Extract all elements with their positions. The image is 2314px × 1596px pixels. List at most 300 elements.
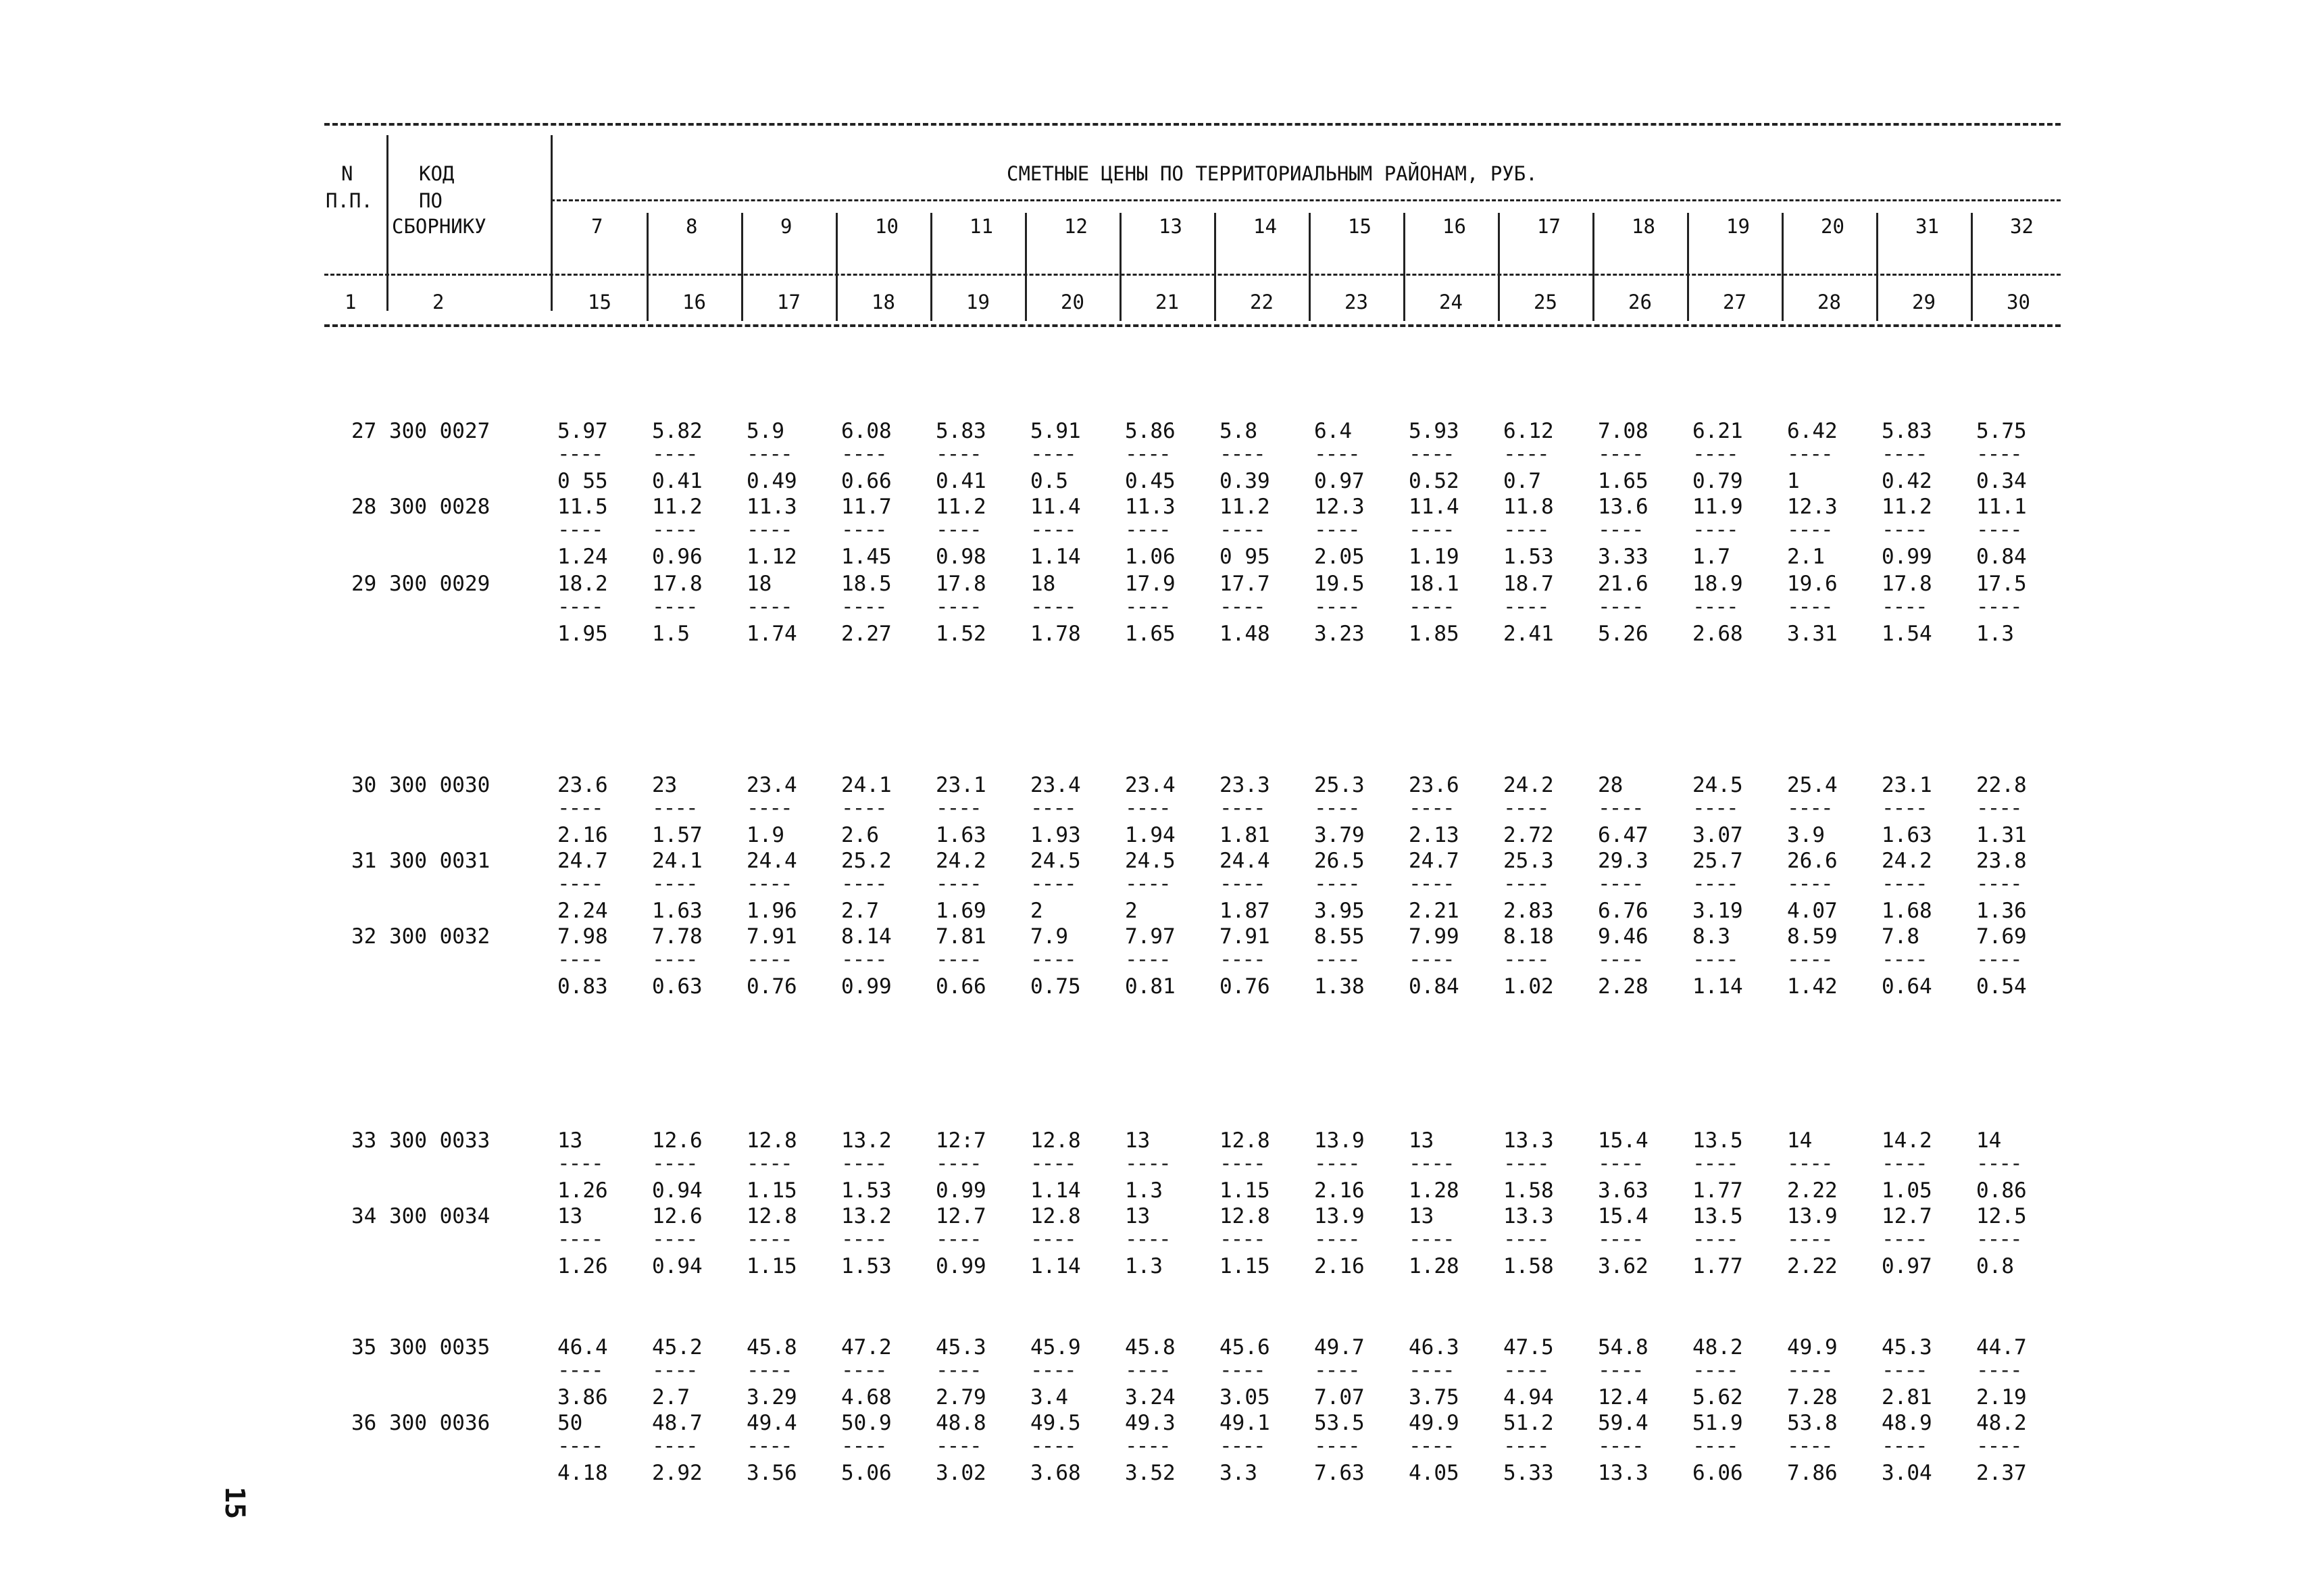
- numerator-value: 23.4: [1125, 773, 1176, 797]
- column-number: 28: [1817, 291, 1841, 314]
- numerator-value: 11.3: [1125, 495, 1176, 519]
- denominator-value: 1.48: [1219, 622, 1270, 646]
- numerator-value: 23.6: [1409, 773, 1459, 797]
- fraction-separator: ----: [1219, 595, 1265, 619]
- fraction-separator: ----: [1692, 1151, 1738, 1176]
- fraction-separator: ----: [841, 1151, 886, 1176]
- region-divider: [741, 213, 743, 321]
- row-code-label: 31 300 0031: [351, 849, 491, 873]
- fraction-separator: ----: [652, 796, 697, 820]
- fraction-separator: ----: [747, 442, 792, 466]
- numerator-value: 5.83: [936, 419, 986, 443]
- numerator-value: 19.5: [1314, 572, 1365, 596]
- fraction-separator: ----: [1787, 1227, 1832, 1251]
- fraction-separator: ----: [1787, 872, 1832, 896]
- denominator-value: 3.33: [1598, 545, 1649, 569]
- numerator-value: 17.8: [652, 572, 703, 596]
- numerator-value: 12.8: [747, 1128, 797, 1153]
- fraction-separator: ----: [841, 442, 886, 466]
- denominator-value: 1.85: [1409, 622, 1459, 646]
- denominator-value: 0.7: [1503, 469, 1541, 493]
- fraction-separator: ----: [1030, 1227, 1076, 1251]
- fraction-separator: ----: [1314, 1434, 1359, 1458]
- header-n: N: [341, 162, 353, 185]
- numerator-value: 11.9: [1692, 495, 1743, 519]
- fraction-separator: ----: [1787, 442, 1832, 466]
- region-divider: [1120, 213, 1122, 321]
- denominator-value: 1.53: [841, 1254, 892, 1278]
- fraction-separator: ----: [1503, 1358, 1549, 1382]
- fraction-separator: ----: [652, 1358, 697, 1382]
- fraction-separator: ----: [557, 1358, 603, 1382]
- numerator-value: 12.5: [1976, 1204, 2027, 1228]
- fraction-separator: ----: [1409, 872, 1454, 896]
- numerator-value: 14: [1787, 1128, 1813, 1153]
- numerator-value: 5.82: [652, 419, 703, 443]
- denominator-value: 1.14: [1030, 1178, 1081, 1203]
- fraction-separator: ----: [841, 1434, 886, 1458]
- numerator-value: 13: [557, 1128, 583, 1153]
- header-top-rule: [324, 123, 2061, 126]
- numerator-value: 7.69: [1976, 924, 2027, 949]
- denominator-value: 5.26: [1598, 622, 1649, 646]
- colnum-2: 2: [432, 291, 445, 314]
- denominator-value: 5.62: [1692, 1385, 1743, 1410]
- denominator-value: 0.98: [936, 545, 986, 569]
- denominator-value: 1.3: [1125, 1178, 1163, 1203]
- numerator-value: 46.4: [557, 1335, 608, 1360]
- region-number: 11: [970, 215, 993, 238]
- numerator-value: 49.4: [747, 1411, 797, 1435]
- denominator-value: 1.93: [1030, 823, 1081, 847]
- fraction-separator: ----: [1976, 1151, 2021, 1176]
- denominator-value: 1.5: [652, 622, 690, 646]
- fraction-separator: ----: [1976, 518, 2021, 542]
- fraction-separator: ----: [936, 1358, 981, 1382]
- fraction-separator: ----: [652, 595, 697, 619]
- denominator-value: 2: [1125, 899, 1138, 923]
- fraction-separator: ----: [557, 1227, 603, 1251]
- column-number: 22: [1250, 291, 1274, 314]
- denominator-value: 2.27: [841, 622, 892, 646]
- numerator-value: 51.2: [1503, 1411, 1554, 1435]
- denominator-value: 1.26: [557, 1254, 608, 1278]
- fraction-separator: ----: [1409, 518, 1454, 542]
- numerator-value: 5.8: [1219, 419, 1257, 443]
- page-number: 15: [219, 1487, 250, 1520]
- denominator-value: 4.94: [1503, 1385, 1554, 1410]
- fraction-separator: ----: [1030, 947, 1076, 972]
- denominator-value: 3.04: [1882, 1461, 1932, 1485]
- numerator-value: 5.86: [1125, 419, 1176, 443]
- fraction-separator: ----: [1125, 796, 1170, 820]
- fraction-separator: ----: [1598, 518, 1643, 542]
- denominator-value: 4.05: [1409, 1461, 1459, 1485]
- fraction-separator: ----: [1409, 947, 1454, 972]
- denominator-value: 0.45: [1125, 469, 1176, 493]
- denominator-value: 1.02: [1503, 974, 1554, 999]
- numerator-value: 25.3: [1503, 849, 1554, 873]
- numerator-value: 6.42: [1787, 419, 1838, 443]
- fraction-separator: ----: [841, 518, 886, 542]
- fraction-separator: ----: [747, 796, 792, 820]
- denominator-value: 0.52: [1409, 469, 1459, 493]
- fraction-separator: ----: [747, 1151, 792, 1176]
- numerator-value: 12.8: [747, 1204, 797, 1228]
- denominator-value: 0.42: [1882, 469, 1932, 493]
- row-code-label: 29 300 0029: [351, 572, 491, 596]
- denominator-value: 2.41: [1503, 622, 1554, 646]
- numerator-value: 51.9: [1692, 1411, 1743, 1435]
- denominator-value: 1.15: [747, 1178, 797, 1203]
- fraction-separator: ----: [1314, 872, 1359, 896]
- fraction-separator: ----: [1125, 872, 1170, 896]
- denominator-value: 1.63: [652, 899, 703, 923]
- fraction-separator: ----: [1882, 595, 1927, 619]
- fraction-separator: ----: [841, 796, 886, 820]
- numerator-value: 8.55: [1314, 924, 1365, 949]
- fraction-separator: ----: [1503, 796, 1549, 820]
- fraction-separator: ----: [1314, 442, 1359, 466]
- numerator-value: 18.2: [557, 572, 608, 596]
- denominator-value: 1.58: [1503, 1178, 1554, 1203]
- row-code-label: 33 300 0033: [351, 1128, 491, 1153]
- fraction-separator: ----: [936, 442, 981, 466]
- denominator-value: 0.96: [652, 545, 703, 569]
- numerator-value: 13.2: [841, 1128, 892, 1153]
- numerator-value: 17.8: [1882, 572, 1932, 596]
- header-title-rule: [551, 199, 2061, 201]
- denominator-value: 1: [1787, 469, 1800, 493]
- region-divider: [647, 213, 649, 321]
- denominator-value: 0.8: [1976, 1254, 2014, 1278]
- denominator-value: 0.54: [1976, 974, 2027, 999]
- fraction-separator: ----: [1503, 872, 1549, 896]
- denominator-value: 0.76: [747, 974, 797, 999]
- region-number: 17: [1537, 215, 1561, 238]
- numerator-value: 13: [557, 1204, 583, 1228]
- numerator-value: 7.91: [1219, 924, 1270, 949]
- numerator-value: 6.08: [841, 419, 892, 443]
- region-divider: [1309, 213, 1311, 321]
- denominator-value: 1.31: [1976, 823, 2027, 847]
- fraction-separator: ----: [557, 1151, 603, 1176]
- denominator-value: 2.68: [1692, 622, 1743, 646]
- numerator-value: 25.2: [841, 849, 892, 873]
- denominator-value: 1.42: [1787, 974, 1838, 999]
- denominator-value: 7.86: [1787, 1461, 1838, 1485]
- numerator-value: 12.8: [1219, 1204, 1270, 1228]
- fraction-separator: ----: [557, 947, 603, 972]
- fraction-separator: ----: [557, 1434, 603, 1458]
- denominator-value: 0 95: [1219, 545, 1270, 569]
- numerator-value: 12.6: [652, 1204, 703, 1228]
- denominator-value: 2.81: [1882, 1385, 1932, 1410]
- fraction-separator: ----: [652, 1227, 697, 1251]
- row-code-label: 30 300 0030: [351, 773, 491, 797]
- fraction-separator: ----: [1598, 796, 1643, 820]
- denominator-value: 1.28: [1409, 1254, 1459, 1278]
- fraction-separator: ----: [1787, 1434, 1832, 1458]
- column-number: 20: [1061, 291, 1084, 314]
- denominator-value: 5.06: [841, 1461, 892, 1485]
- numerator-value: 53.5: [1314, 1411, 1365, 1435]
- numerator-value: 54.8: [1598, 1335, 1649, 1360]
- denominator-value: 2.7: [841, 899, 879, 923]
- numerator-value: 49.1: [1219, 1411, 1270, 1435]
- numerator-value: 49.7: [1314, 1335, 1365, 1360]
- denominator-value: 3.79: [1314, 823, 1365, 847]
- fraction-separator: ----: [936, 1227, 981, 1251]
- fraction-separator: ----: [1125, 1358, 1170, 1382]
- fraction-separator: ----: [841, 947, 886, 972]
- numerator-value: 23.8: [1976, 849, 2027, 873]
- numerator-value: 13.5: [1692, 1128, 1743, 1153]
- denominator-value: 4.07: [1787, 899, 1838, 923]
- numerator-value: 28: [1598, 773, 1624, 797]
- column-number: 27: [1723, 291, 1746, 314]
- region-divider: [1498, 213, 1500, 321]
- denominator-value: 3.19: [1692, 899, 1743, 923]
- column-number: 30: [2007, 291, 2030, 314]
- fraction-separator: ----: [1219, 442, 1265, 466]
- denominator-value: 1.36: [1976, 899, 2027, 923]
- numerator-value: 48.2: [1976, 1411, 2027, 1435]
- fraction-separator: ----: [936, 872, 981, 896]
- region-number: 9: [780, 215, 793, 238]
- fraction-separator: ----: [652, 1434, 697, 1458]
- denominator-value: 1.3: [1976, 622, 2014, 646]
- denominator-value: 1.68: [1882, 899, 1932, 923]
- fraction-separator: ----: [1030, 442, 1076, 466]
- fraction-separator: ----: [747, 947, 792, 972]
- denominator-value: 1.63: [936, 823, 986, 847]
- denominator-value: 1.38: [1314, 974, 1365, 999]
- numerator-value: 18.1: [1409, 572, 1459, 596]
- denominator-value: 2.16: [1314, 1178, 1365, 1203]
- region-divider: [1971, 213, 1973, 321]
- denominator-value: 1.74: [747, 622, 797, 646]
- fraction-separator: ----: [1976, 796, 2021, 820]
- region-divider: [1592, 213, 1594, 321]
- region-number: 10: [875, 215, 899, 238]
- fraction-separator: ----: [1692, 796, 1738, 820]
- denominator-value: 1.63: [1882, 823, 1932, 847]
- fraction-separator: ----: [1598, 1151, 1643, 1176]
- numerator-value: 5.9: [747, 419, 784, 443]
- fraction-separator: ----: [1882, 1434, 1927, 1458]
- fraction-separator: ----: [1314, 1151, 1359, 1176]
- fraction-separator: ----: [1503, 1434, 1549, 1458]
- region-divider: [1025, 213, 1027, 321]
- denominator-value: 3.07: [1692, 823, 1743, 847]
- fraction-separator: ----: [652, 442, 697, 466]
- denominator-value: 0.66: [841, 469, 892, 493]
- denominator-value: 2.92: [652, 1461, 703, 1485]
- numerator-value: 12:7: [936, 1128, 986, 1153]
- fraction-separator: ----: [652, 518, 697, 542]
- fraction-separator: ----: [1125, 1434, 1170, 1458]
- numerator-value: 48.9: [1882, 1411, 1932, 1435]
- fraction-separator: ----: [652, 1151, 697, 1176]
- denominator-value: 3.29: [747, 1385, 797, 1410]
- denominator-value: 1.19: [1409, 545, 1459, 569]
- numerator-value: 49.5: [1030, 1411, 1081, 1435]
- fraction-separator: ----: [1598, 947, 1643, 972]
- denominator-value: 2: [1030, 899, 1043, 923]
- header-bottom-rule: [324, 324, 2061, 327]
- denominator-value: 2.16: [1314, 1254, 1365, 1278]
- denominator-value: 0.76: [1219, 974, 1270, 999]
- fraction-separator: ----: [936, 796, 981, 820]
- numerator-value: 18.7: [1503, 572, 1554, 596]
- denominator-value: 6.47: [1598, 823, 1649, 847]
- fraction-separator: ----: [1219, 1227, 1265, 1251]
- numerator-value: 23.4: [1030, 773, 1081, 797]
- denominator-value: 7.63: [1314, 1461, 1365, 1485]
- fraction-separator: ----: [1787, 796, 1832, 820]
- numerator-value: 49.3: [1125, 1411, 1176, 1435]
- numerator-value: 50.9: [841, 1411, 892, 1435]
- fraction-separator: ----: [1787, 1358, 1832, 1382]
- denominator-value: 2.22: [1787, 1178, 1838, 1203]
- numerator-value: 24.4: [747, 849, 797, 873]
- numerator-value: 48.8: [936, 1411, 986, 1435]
- denominator-value: 1.26: [557, 1178, 608, 1203]
- denominator-value: 3.63: [1598, 1178, 1649, 1203]
- fraction-separator: ----: [1882, 872, 1927, 896]
- fraction-separator: ----: [1409, 595, 1454, 619]
- numerator-value: 23.6: [557, 773, 608, 797]
- numerator-value: 12.3: [1787, 495, 1838, 519]
- numerator-value: 24.7: [1409, 849, 1459, 873]
- denominator-value: 1.65: [1125, 622, 1176, 646]
- header-divider: [551, 135, 553, 311]
- fraction-separator: ----: [1125, 595, 1170, 619]
- denominator-value: 1.69: [936, 899, 986, 923]
- fraction-separator: ----: [1882, 442, 1927, 466]
- denominator-value: 0 55: [557, 469, 608, 493]
- numerator-value: 45.9: [1030, 1335, 1081, 1360]
- denominator-value: 1.81: [1219, 823, 1270, 847]
- numerator-value: 14: [1976, 1128, 2002, 1153]
- denominator-value: 3.62: [1598, 1254, 1649, 1278]
- numerator-value: 11.8: [1503, 495, 1554, 519]
- denominator-value: 1.15: [747, 1254, 797, 1278]
- fraction-separator: ----: [1976, 442, 2021, 466]
- denominator-value: 6.06: [1692, 1461, 1743, 1485]
- denominator-value: 7.07: [1314, 1385, 1365, 1410]
- numerator-value: 13.9: [1314, 1204, 1365, 1228]
- denominator-value: 0.75: [1030, 974, 1081, 999]
- numerator-value: 8.18: [1503, 924, 1554, 949]
- denominator-value: 0.63: [652, 974, 703, 999]
- column-number: 29: [1912, 291, 1936, 314]
- denominator-value: 1.05: [1882, 1178, 1932, 1203]
- denominator-value: 0.81: [1125, 974, 1176, 999]
- denominator-value: 5.33: [1503, 1461, 1554, 1485]
- numerator-value: 11.2: [936, 495, 986, 519]
- row-code-label: 35 300 0035: [351, 1335, 491, 1360]
- numerator-value: 24.1: [652, 849, 703, 873]
- row-code-label: 27 300 0027: [351, 419, 491, 443]
- region-number: 7: [591, 215, 603, 238]
- denominator-value: 1.28: [1409, 1178, 1459, 1203]
- region-number: 12: [1064, 215, 1088, 238]
- row-code-label: 32 300 0032: [351, 924, 491, 949]
- denominator-value: 0.94: [652, 1254, 703, 1278]
- denominator-value: 3.68: [1030, 1461, 1081, 1485]
- fraction-separator: ----: [936, 947, 981, 972]
- fraction-separator: ----: [1125, 947, 1170, 972]
- denominator-value: 3.24: [1125, 1385, 1176, 1410]
- fraction-separator: ----: [1787, 1151, 1832, 1176]
- colnum-1: 1: [345, 291, 357, 314]
- denominator-value: 2.21: [1409, 899, 1459, 923]
- fraction-separator: ----: [1314, 796, 1359, 820]
- fraction-separator: ----: [557, 872, 603, 896]
- numerator-value: 5.83: [1882, 419, 1932, 443]
- denominator-value: 3.4: [1030, 1385, 1068, 1410]
- fraction-separator: ----: [747, 518, 792, 542]
- numerator-value: 7.08: [1598, 419, 1649, 443]
- fraction-separator: ----: [1692, 1227, 1738, 1251]
- denominator-value: 3.05: [1219, 1385, 1270, 1410]
- denominator-value: 1.78: [1030, 622, 1081, 646]
- denominator-value: 4.68: [841, 1385, 892, 1410]
- denominator-value: 1.9: [747, 823, 784, 847]
- fraction-separator: ----: [1787, 595, 1832, 619]
- numerator-value: 45.2: [652, 1335, 703, 1360]
- column-number: 25: [1534, 291, 1557, 314]
- denominator-value: 7.28: [1787, 1385, 1838, 1410]
- fraction-separator: ----: [747, 595, 792, 619]
- fraction-separator: ----: [1409, 1227, 1454, 1251]
- denominator-value: 1.14: [1692, 974, 1743, 999]
- numerator-value: 5.75: [1976, 419, 2027, 443]
- numerator-value: 13.3: [1503, 1128, 1554, 1153]
- numerator-value: 26.6: [1787, 849, 1838, 873]
- fraction-separator: ----: [557, 442, 603, 466]
- fraction-separator: ----: [557, 518, 603, 542]
- denominator-value: 0.84: [1409, 974, 1459, 999]
- numerator-value: 13.9: [1787, 1204, 1838, 1228]
- denominator-value: 1.06: [1125, 545, 1176, 569]
- fraction-separator: ----: [1503, 442, 1549, 466]
- column-number: 17: [777, 291, 801, 314]
- denominator-value: 0.5: [1030, 469, 1068, 493]
- fraction-separator: ----: [1598, 595, 1643, 619]
- denominator-value: 2.05: [1314, 545, 1365, 569]
- numerator-value: 12.6: [652, 1128, 703, 1153]
- fraction-separator: ----: [1692, 947, 1738, 972]
- fraction-separator: ----: [1976, 947, 2021, 972]
- numerator-value: 6.21: [1692, 419, 1743, 443]
- fraction-separator: ----: [1409, 1358, 1454, 1382]
- region-divider: [836, 213, 838, 321]
- denominator-value: 3.86: [557, 1385, 608, 1410]
- numerator-value: 11.2: [1219, 495, 1270, 519]
- fraction-separator: ----: [1598, 1227, 1643, 1251]
- numerator-value: 49.9: [1409, 1411, 1459, 1435]
- row-code-label: 36 300 0036: [351, 1411, 491, 1435]
- numerator-value: 7.81: [936, 924, 986, 949]
- denominator-value: 0.66: [936, 974, 986, 999]
- denominator-value: 3.23: [1314, 622, 1365, 646]
- denominator-value: 2.13: [1409, 823, 1459, 847]
- numerator-value: 12.3: [1314, 495, 1365, 519]
- denominator-value: 0.97: [1882, 1254, 1932, 1278]
